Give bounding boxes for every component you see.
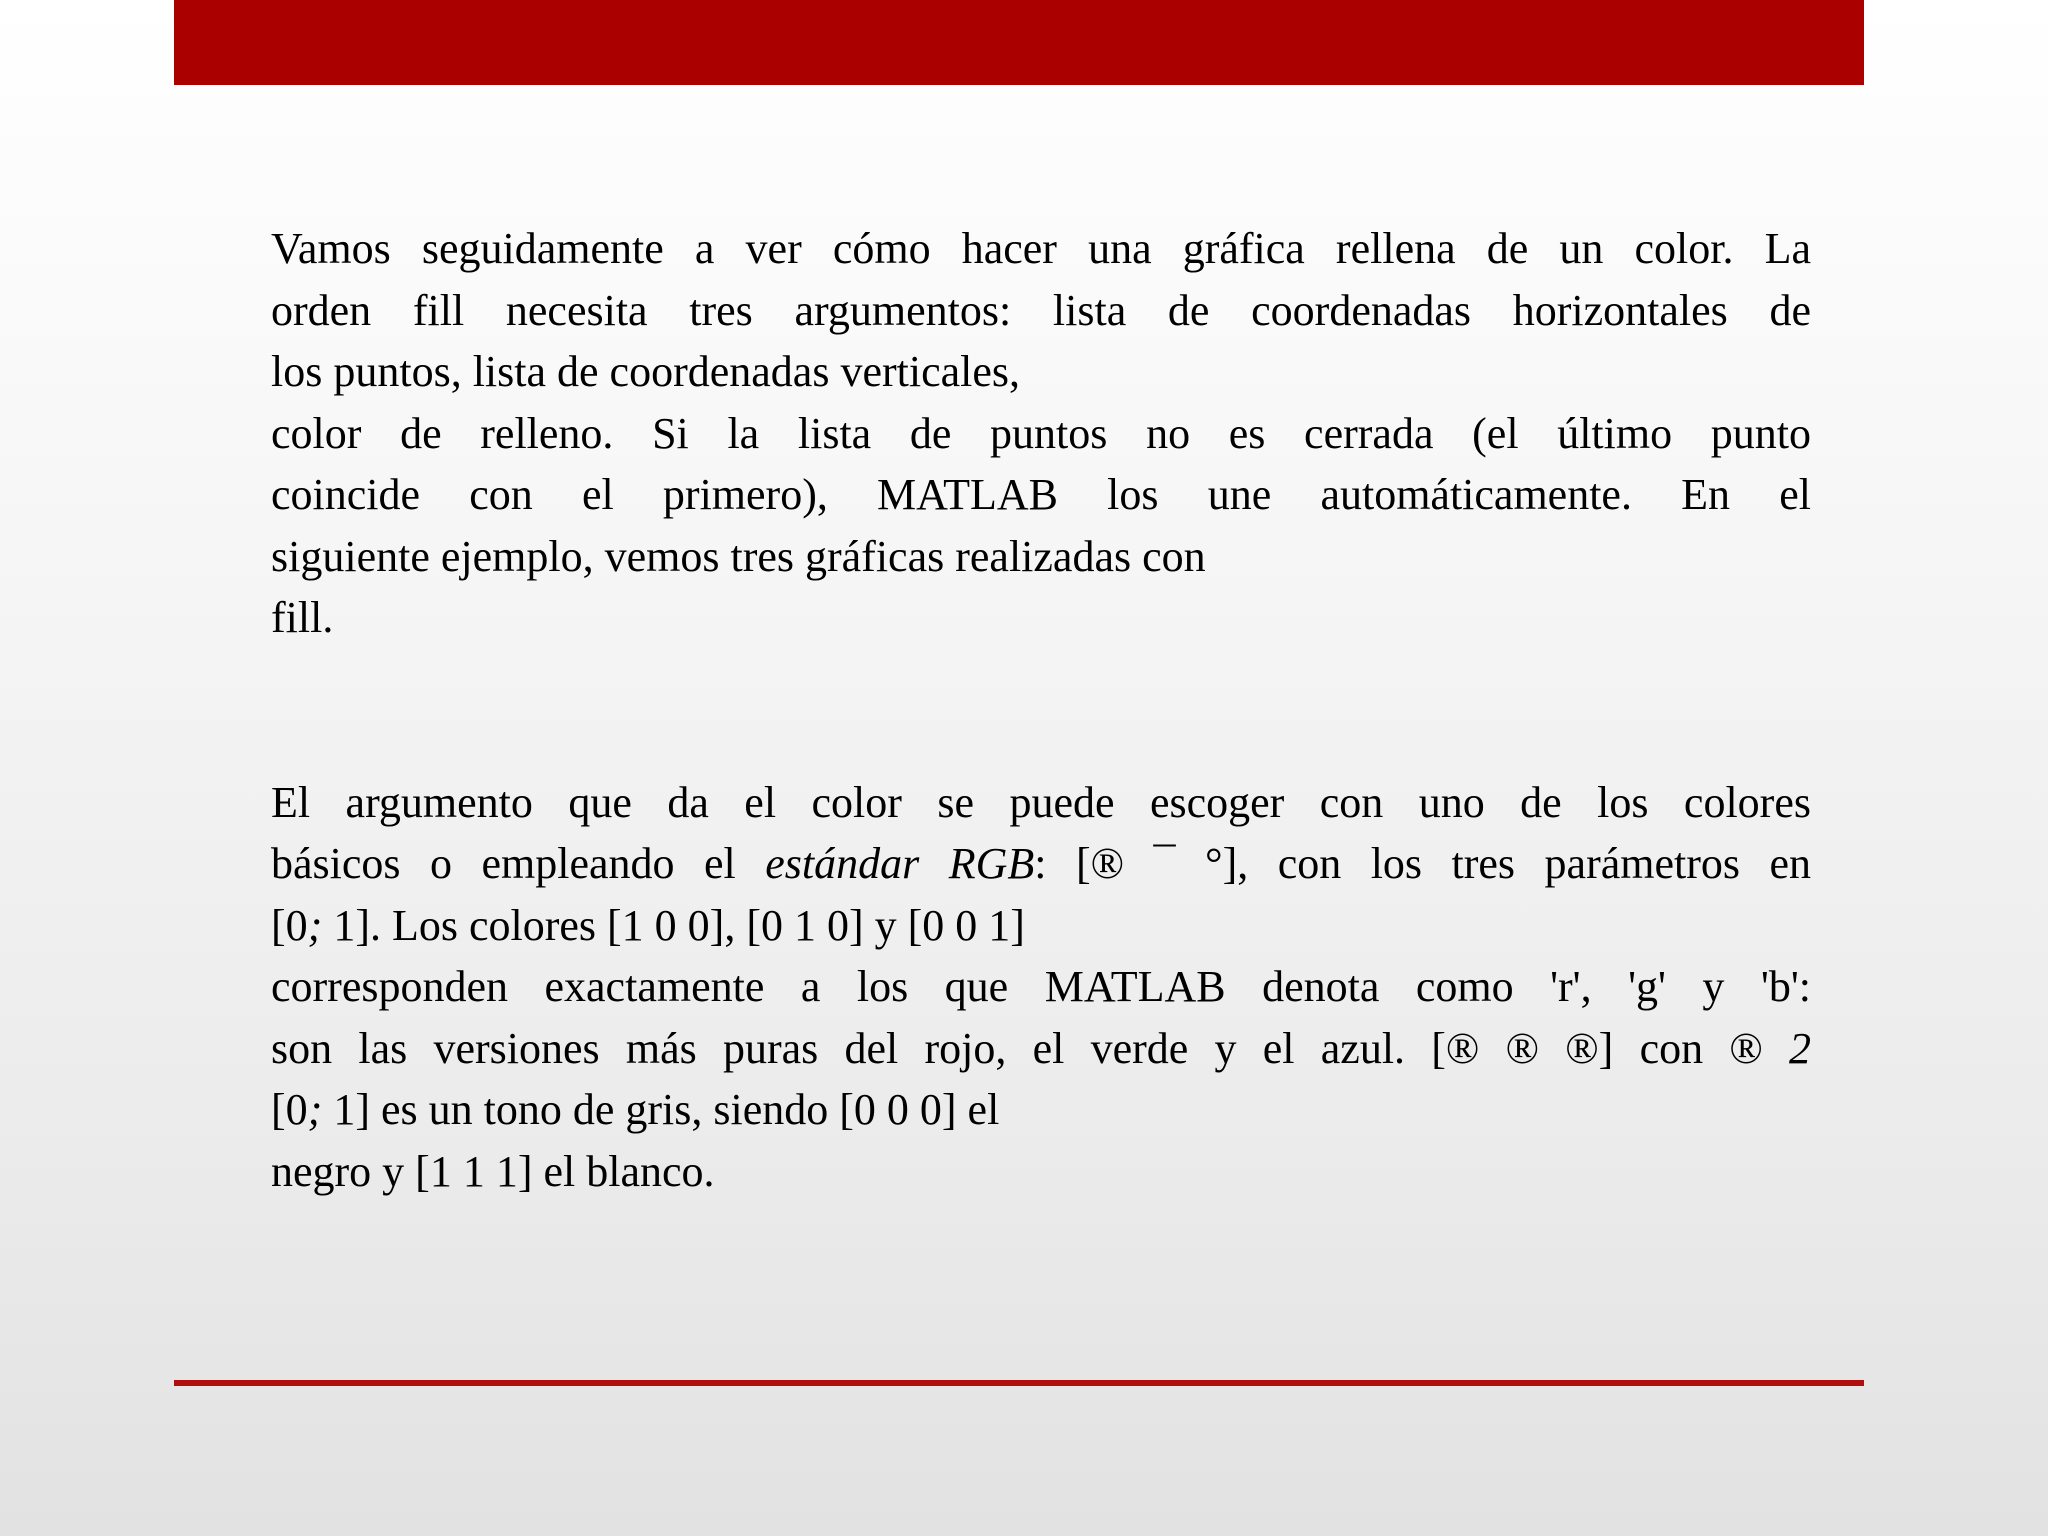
italic-term-rgb: estándar RGB	[765, 839, 1035, 888]
text-segment: : [® ¯ °], con los tres parámetros en	[1034, 839, 1812, 888]
text-segment: 1]. Los colores [1 0 0], [0 1 0] y [0 0 1]	[322, 900, 1025, 950]
italic-semicolon: ;	[307, 1085, 323, 1134]
italic-semicolon: ;	[307, 900, 323, 950]
text-line: fill.	[271, 593, 334, 642]
text-segment: son las versiones más puras del rojo, el verde y el azul. [® ® ®] con ®	[271, 1023, 1789, 1073]
paragraph-gap	[271, 649, 1811, 772]
text-line: siguiente ejemplo, vemos tres gráficas realizadas con	[271, 531, 1206, 581]
text-segment: 1] es un tono de gris, siendo [0 0 0] el	[322, 1085, 1000, 1134]
text-line: los puntos, lista de coordenadas verticales,	[271, 347, 1021, 396]
bottom-divider	[174, 1380, 1864, 1386]
italic-symbol: 2	[1789, 1023, 1811, 1073]
text-line: El argumento que da el color se puede escoger con uno de los colores	[271, 777, 1811, 827]
text-line: orden fill necesita tres argumentos: lista de coordenadas horizontales de	[271, 285, 1811, 335]
text-line: coincide con el primero), MATLAB los une automáticamente. En el	[271, 470, 1811, 519]
top-accent-bar	[174, 0, 1864, 85]
text-line	[271, 895, 1811, 957]
text-line: Vamos seguidamente a ver cómo hacer una gráfica rellena de un color. La	[271, 224, 1811, 273]
paragraph-fill-explanation	[271, 218, 1811, 649]
text-segment: [0	[271, 1085, 308, 1134]
slide-body	[271, 218, 1811, 1202]
text-line	[271, 833, 1811, 895]
text-line	[271, 1079, 1811, 1141]
paragraph-color-explanation	[271, 772, 1811, 1203]
text-line: negro y [1 1 1] el blanco.	[271, 1146, 715, 1196]
text-line: color de relleno. Si la lista de puntos no es cerrada (el último punto	[271, 408, 1811, 458]
text-segment: [0	[271, 900, 308, 950]
text-line: corresponden exactamente a los que MATLAB denota como 'r', 'g' y 'b':	[271, 962, 1811, 1011]
text-segment: básicos o empleando el	[271, 839, 766, 888]
text-line	[271, 1018, 1811, 1080]
